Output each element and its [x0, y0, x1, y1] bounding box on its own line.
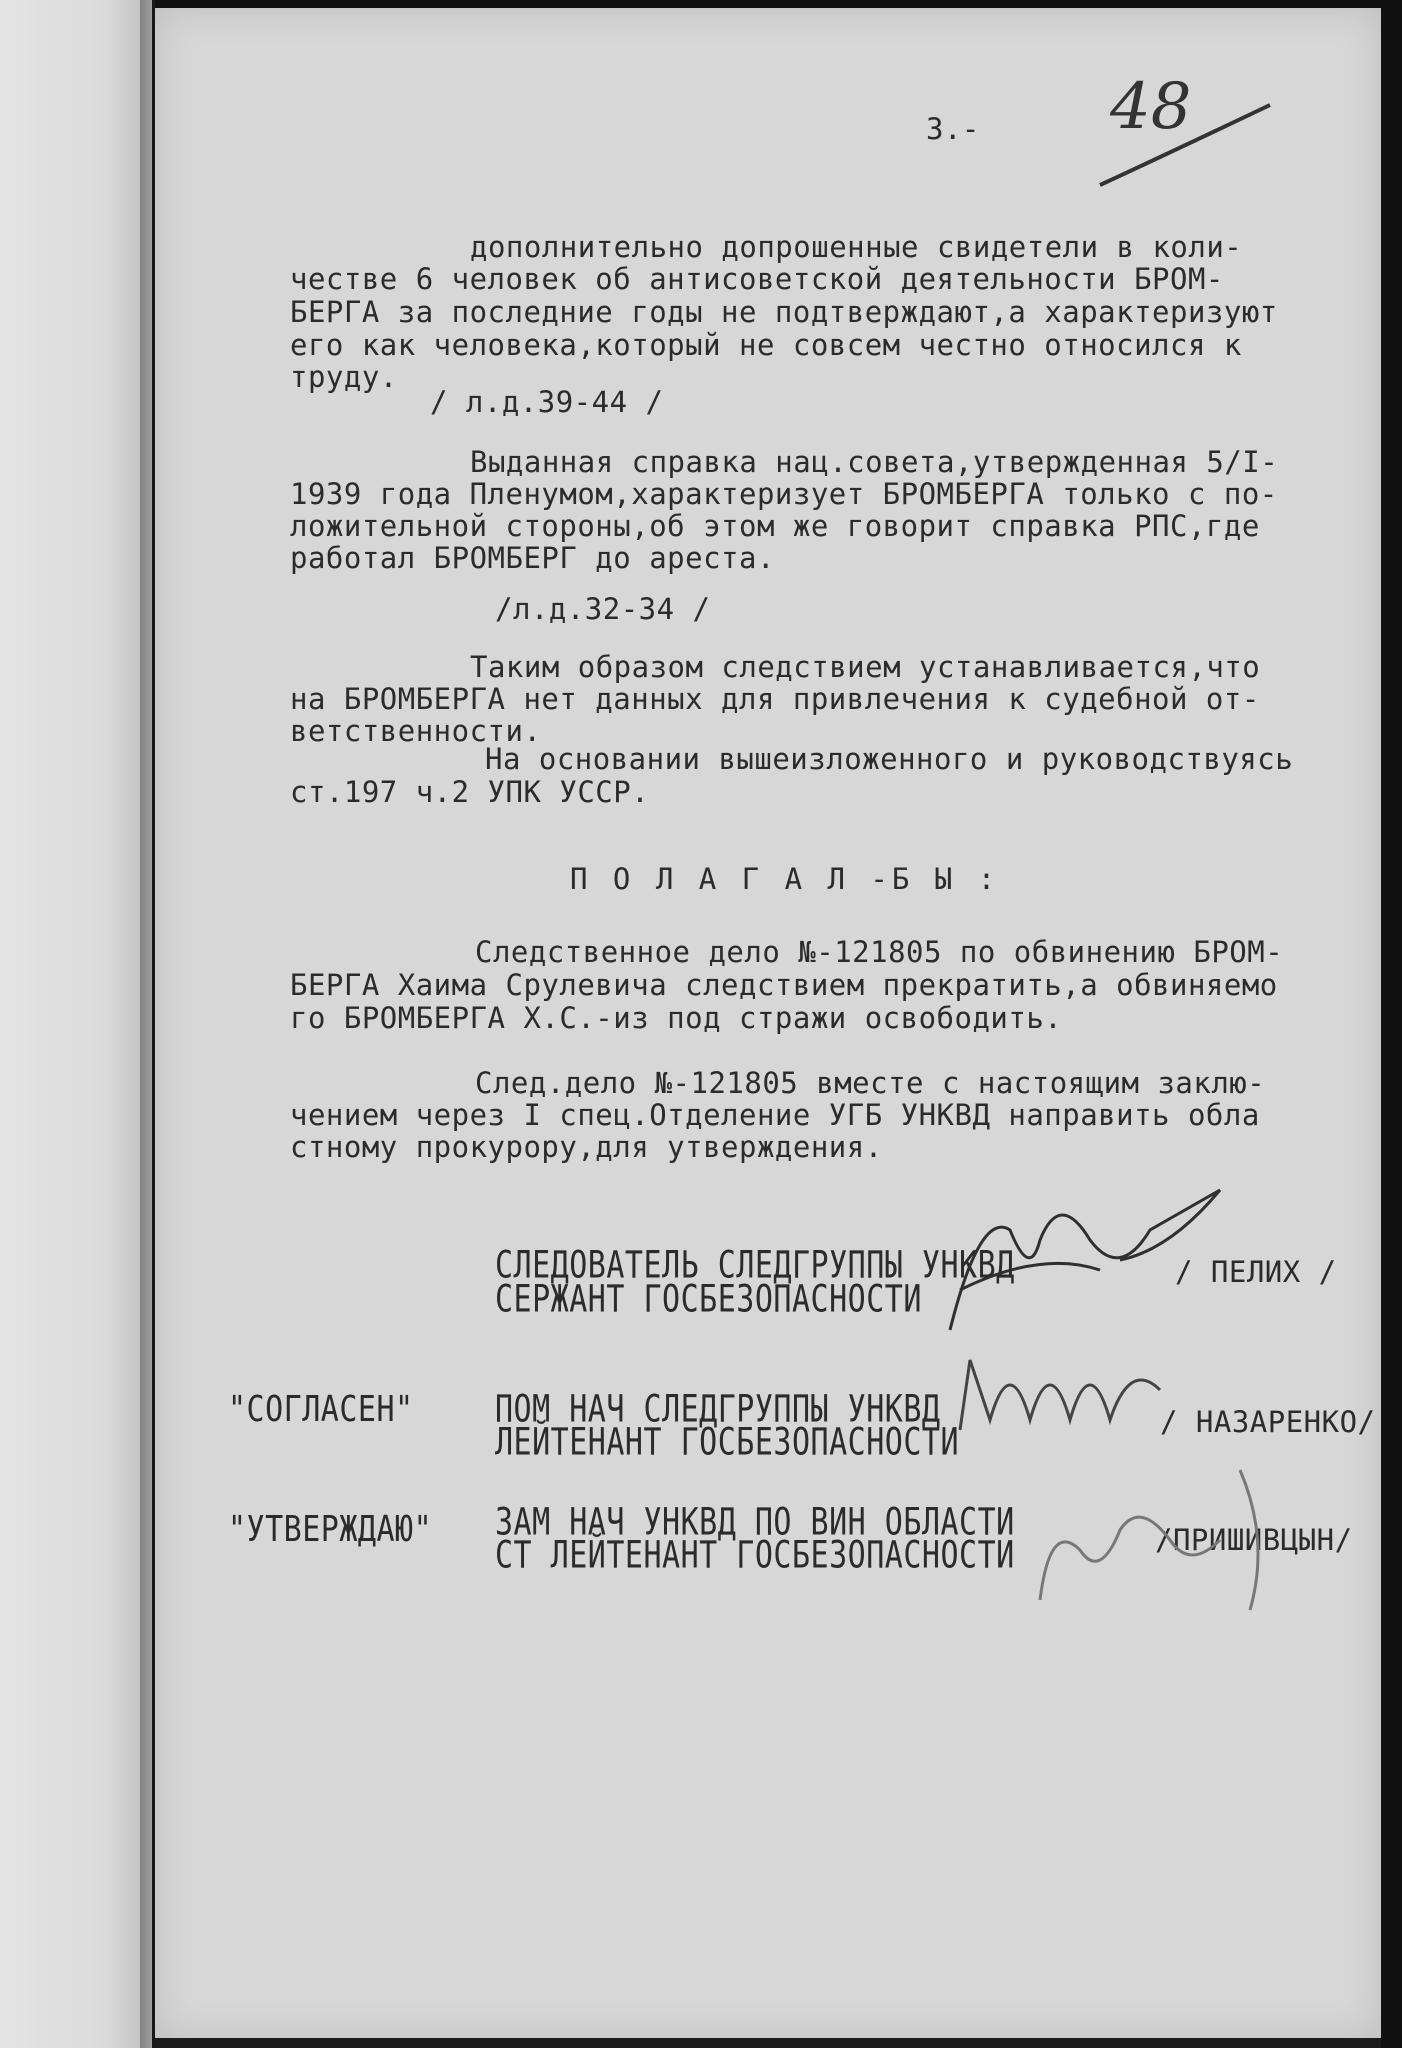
- body-line: чением через I спец.Отделение УГБ УНКВД направить обла: [290, 1098, 1260, 1132]
- investigator-name: / ПЕЛИХ /: [1175, 1255, 1337, 1289]
- page-number: 3.-: [926, 112, 980, 146]
- body-line: Следственное дело №-121805 по обвинению БРОМ-: [475, 935, 1284, 969]
- body-line: честве 6 человек об антисоветской деятельности БРОМ-: [290, 262, 1224, 296]
- scan-right-edge: [1381, 0, 1402, 2048]
- investigator-signature: [920, 1170, 1240, 1350]
- agreed-signature: [950, 1330, 1190, 1450]
- approve-label: "УТВЕРЖДАЮ": [228, 1508, 433, 1551]
- body-line: Таким образом следствием устанавливается,что: [470, 650, 1261, 684]
- body-line: Выданная справка нац.совета,утвержденная 5/I-: [470, 445, 1279, 479]
- body-line: ст.197 ч.2 УПК УССР.: [290, 775, 650, 809]
- approve-signature: [1020, 1460, 1280, 1620]
- scan-top-edge: [155, 0, 1402, 8]
- resolution-heading: П О Л А Г А Л -Б Ы :: [570, 862, 1000, 896]
- agreed-name: / НАЗАРЕНКО/: [1160, 1405, 1376, 1439]
- body-line: БЕРГА за последние годы не подтверждают,а характеризуют: [290, 295, 1278, 329]
- approve-title-line-2: СТ ЛЕЙТЕНАНТ ГОСБЕЗОПАСНОСТИ: [495, 1533, 1015, 1578]
- body-line: дополнительно допрошенные свидетели в коли-: [470, 230, 1243, 264]
- body-line: След.дело №-121805 вместе с настоящим заклю-: [475, 1066, 1266, 1100]
- folio-number-handwritten: 48: [1110, 70, 1192, 144]
- approve-name: /ПРИШИВЦЫН/: [1155, 1523, 1353, 1557]
- approve-title-line-1: ЗАМ НАЧ УНКВД ПО ВИН ОБЛАСТИ: [495, 1500, 1015, 1545]
- agreed-title-line-1: ПОМ НАЧ СЛЕДГРУППЫ УНКВД: [495, 1387, 941, 1432]
- body-line: ложительной стороны,об этом же говорит справка РПС,где: [290, 509, 1260, 543]
- body-line: стному прокурору,для утверждения.: [290, 1130, 883, 1164]
- body-line: го БРОМБЕРГА Х.С.-из под стражи освободить.: [290, 1001, 1063, 1035]
- folio-underline-stroke: [1085, 95, 1285, 215]
- body-line: БЕРГА Хаима Срулевича следствием прекратить,а обвиняемо: [290, 968, 1278, 1002]
- agreed-label: "СОГЛАСЕН": [228, 1388, 414, 1431]
- facing-page-edge: [0, 0, 152, 2048]
- case-sheet-reference: /л.д.32-34 /: [495, 592, 711, 626]
- body-line: 1939 года Пленумом,характеризует БРОМБЕРГА только с по-: [290, 477, 1278, 511]
- body-line: работал БРОМБЕРГ до ареста.: [290, 541, 775, 575]
- investigator-title-line-2: СЕРЖАНТ ГОСБЕЗОПАСНОСТИ: [495, 1277, 922, 1322]
- body-line: ветственности.: [290, 714, 542, 748]
- agreed-title-line-2: ЛЕЙТЕНАНТ ГОСБЕЗОПАСНОСТИ: [495, 1420, 960, 1465]
- investigator-title-line-1: СЛЕДОВАТЕЛЬ СЛЕДГРУППЫ УНКВД: [495, 1243, 1015, 1288]
- body-line: труду.: [290, 360, 398, 394]
- body-line: его как человека,который не совсем честно относился к: [290, 328, 1242, 362]
- body-line: На основании вышеизложенного и руководствуясь: [485, 742, 1294, 776]
- case-sheet-reference: / л.д.39-44 /: [430, 385, 664, 419]
- body-line: на БРОМБЕРГА нет данных для привлечения к судебной от-: [290, 682, 1260, 716]
